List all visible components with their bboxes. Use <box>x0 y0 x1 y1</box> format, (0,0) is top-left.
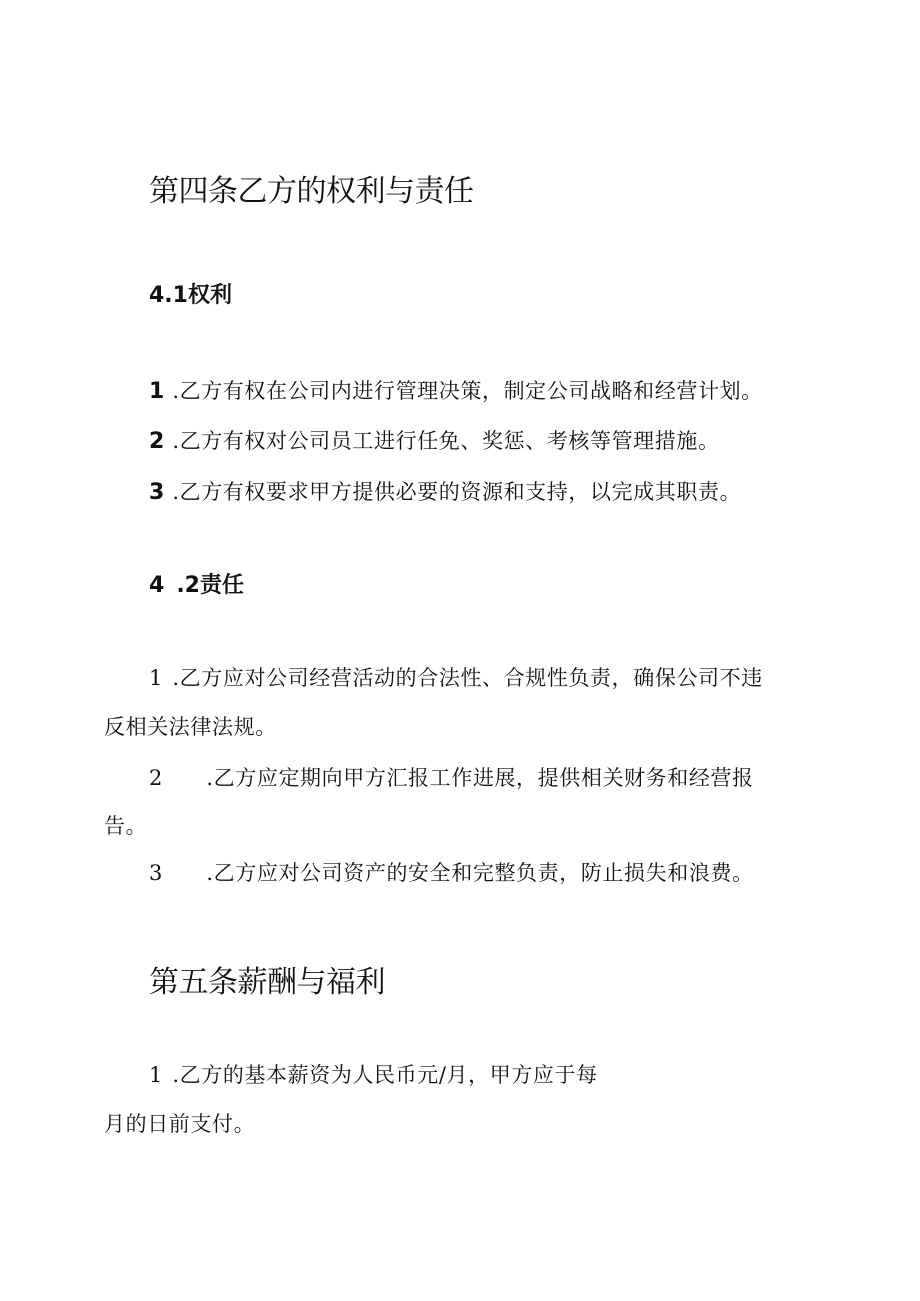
item-text-continuation: 告。 <box>104 814 148 838</box>
duties-heading <box>149 568 244 599</box>
rights-item <box>149 375 763 405</box>
item-number: 1 <box>149 379 165 404</box>
item-text: .乙方的基本薪资为人民币元/月，甲方应于每 <box>172 1063 598 1087</box>
duties-heading-text: .2责任 <box>176 573 244 598</box>
rights-item <box>149 425 720 455</box>
item-text-continuation: 反相关法律法规。 <box>104 715 277 739</box>
rights-item <box>149 476 741 506</box>
duties-item <box>149 857 754 887</box>
article-5-title: 第五条薪酬与福利 <box>149 965 385 1000</box>
item-text-continuation: 月的日前支付。 <box>104 1112 256 1136</box>
article-4-title: 第四条乙方的权利与责任 <box>149 174 474 209</box>
item-number: 1 <box>149 1063 163 1087</box>
item-text: .乙方应对公司资产的安全和完整负责，防止损失和浪费。 <box>206 861 754 885</box>
item-text: .乙方有权要求甲方提供必要的资源和支持，以完成其职责。 <box>172 480 742 504</box>
item-number: 2 <box>149 766 163 790</box>
item-text: .乙方有权在公司内进行管理决策，制定公司战略和经营计划。 <box>172 379 763 403</box>
duties-item <box>149 762 754 792</box>
duties-item <box>149 662 763 692</box>
item-number: 1 <box>149 666 163 690</box>
item-number: 3 <box>149 480 165 505</box>
salary-item <box>149 1059 598 1089</box>
item-number: 3 <box>149 861 163 885</box>
rights-heading: 4.1权利 <box>149 283 232 308</box>
item-text: .乙方应对公司经营活动的合法性、合规性负责，确保公司不违 <box>172 666 763 690</box>
duties-heading-number: 4 <box>149 573 165 598</box>
item-text: .乙方有权对公司员工进行任免、奖惩、考核等管理措施。 <box>172 429 720 453</box>
item-number: 2 <box>149 429 165 454</box>
item-text: .乙方应定期向甲方汇报工作进展，提供相关财务和经营报 <box>206 766 754 790</box>
